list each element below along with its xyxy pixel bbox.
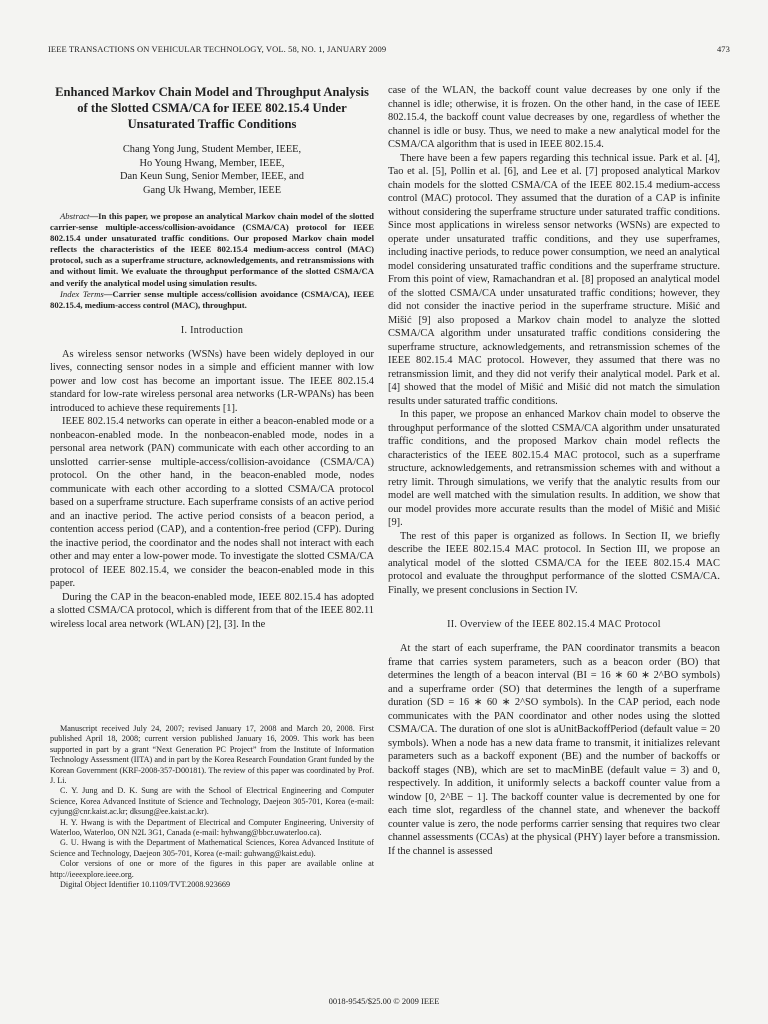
- page-number: 473: [716, 44, 730, 54]
- author-line: Gang Uk Hwang, Member, IEEE: [142, 184, 282, 196]
- section-heading: I. Introduction: [180, 324, 244, 336]
- author-line: Dan Keun Sung, Senior Member, IEEE, and: [120, 171, 304, 182]
- index-terms-text: —Carrier sense multiple access/collision avoidance (CSMA/CA), IEEE 802.15.4, medium-access control (MAC), throughput.: [50, 288, 375, 310]
- footnote: H. Y. Hwang is with the Department of Electrical and Computer Engineering, University of Waterloo, Waterloo, ON N2L 3G1, Canada (e-mail: hyhwang@bbcr.uwaterloo.ca).: [50, 817, 374, 838]
- journal-name: IEEE TRANSACTIONS ON VEHICULAR TECHNOLOGY, VOL. 58, NO. 1, JANUARY 2009: [48, 44, 387, 54]
- index-terms-label: Index Terms: [60, 288, 104, 299]
- copyright-footer: 0018-9545/$25.00 © 2009 IEEE: [328, 996, 440, 1006]
- footnote: Digital Object Identifier 10.1109/TVT.2008.923669: [60, 880, 231, 890]
- author-line: Ho Young Hwang, Member, IEEE,: [139, 157, 285, 169]
- footnote: G. U. Hwang is with the Department of Mathematical Sciences, Korea Advanced Institute of Science and Technology, Daejeon 305-701, Korea (e-mail: guhwang@kaist.edu).: [50, 838, 374, 858]
- section-heading: II. Overview of the IEEE 802.15.4 MAC Protocol: [447, 619, 661, 630]
- abstract-text: —In this paper, we propose an analytical Markov chain model of the slotted carrier-sense multiple-access/collision-avoidance (CSMA/CA) protocol for IEEE 802.15.4 under unsaturated traffic conditions. Our proposed Markov chain model reflects the characteristics of the IEEE 802.15.4 medium-access control (MAC) protocol, such as a superframe structure, acknowledgements, and retransmissions with and without limit. We evaluate the throughput performance of the slotted CSMA/CA and verify the analytical model using simulation results.: [50, 211, 374, 288]
- title-line: Enhanced Markov Chain Model and Throughput Analysis: [55, 85, 369, 99]
- body-paragraph: The rest of this paper is organized as follows. In Section II, we briefly describe the IEEE 802.15.4 MAC protocol. In Section III, we propose an analytical model of the slotted CSMA/CA for the IEEE 802.15.4 MAC protocol and evaluate the throughput performance of the slotted CSMA/CA. Finally, we present conclusions in Section IV.: [388, 530, 720, 596]
- paper-title: [50, 84, 374, 132]
- abstract-label: Abstract: [60, 211, 90, 221]
- running-head: [32, 44, 736, 58]
- footnote: Manuscript received July 24, 2007; revised January 17, 2008 and March 20, 2008. First published April 18, 2008; current version published January 16, 2009. This work has been supported in part by a grant “Next Generation PC Project” from the Institute of Information Technology Assessment (IITA) and in part by the Korea Research Foundation Grant funded by the Korean Government (KRF-2008-357-D00181). The review of this paper was coordinated by Prof. J. Li.: [50, 724, 374, 786]
- body-paragraph: At the start of each superframe, the PAN coordinator transmits a beacon frame that carries system parameters, such as a beacon order (BO) that determines the length of a beacon interval (BI = 16 ∗ 60 ∗ 2^BO symbols) and a superframe order (SO) that determines the length of a superframe duration (SD = 16 ∗ 60 ∗ 2^SO symbols). In the CAP period, each node communicates with the PAN coordinator and other nodes using the slotted CSMA/CA. The duration of one slot is aUnitBackoffPeriod (default value = 20 symbols). When a node has a new data frame to transmit, it initializes relevant parameters such as a backoff exponent (BE) and the number of backoffs or backoff stages (NB), which are set to macMinBE (default value = 3) and 0, respectively. In addition, it uniformly selects a backoff counter value from a window [0, 2^BE − 1]. The backoff counter value is decremented by one for each time slot, regardless of the channel state, and whenever the backoff counter value is zero, the node performs carrier sensing that requires two clear channel assessments (CCAs) at the physical (PHY) layer before a transmission. If the channel is assessed: [388, 643, 720, 857]
- footnote: Color versions of one or more of the figures in this paper are available online at http://ieeexplore.ieee.org.: [50, 859, 374, 879]
- title-line: of the Slotted CSMA/CA for IEEE 802.15.4 Under: [77, 101, 347, 115]
- abstract: [50, 211, 374, 289]
- footnotes: [50, 724, 374, 891]
- title-line: Unsaturated Traffic Conditions: [127, 117, 297, 131]
- index-terms: [50, 289, 374, 311]
- author-line: Chang Yong Jung, Student Member, IEEE,: [122, 144, 302, 155]
- right-column: [388, 84, 720, 858]
- body-paragraph: As wireless sensor networks (WSNs) have been widely deployed in our lives, connecting sensor nodes in a simple and efficient manner with low power and low cost has become an important issue. The IEEE 802.15.4 standard for low-rate wireless personal area networks (LR-WPANs) has been introduced to achieve these requirements [1].: [50, 348, 374, 414]
- body-paragraph: IEEE 802.15.4 networks can operate in either a beacon-enabled mode or a nonbeacon-enabled mode. In the nonbeacon-enabled mode, nodes in a personal area network (PAN) communicate with each other according to an unslotted carrier-sense multiple-access/collision-avoidance (CSMA/CA) protocol. On the other hand, in the beacon-enabled mode, nodes communicate with each other according to a slotted CSMA/CA protocol based on a superframe structure. Each superframe consists of an active period and an inactive period. The active period consists of a beacon period, a contention access period (CAP), and a contention-free period (CFP). During the inactive period, the coordinator and the nodes shall not interact with each other and may enter a low-power mode. To investigate the slotted CSMA/CA protocol of IEEE 802.15.4, we consider the beacon-enabled mode in this paper.: [50, 416, 374, 590]
- body-paragraph: In this paper, we propose an enhanced Markov chain model to observe the throughput performance of the slotted CSMA/CA algorithm under unsaturated traffic conditions, and the proposed Markov chain model reflects the characteristics of the IEEE 802.15.4 MAC protocol, such as a superframe structure, acknowledgements, and retransmission schemes with and without a retry limit. Through simulations, we verify that the analytic results from our model are well matched with the simulation results. In addition, we show that our model provides more accurate results than the model of Mišić and Mišić [9].: [388, 409, 720, 528]
- footnote: C. Y. Jung and D. K. Sung are with the School of Electrical Engineering and Computer Science, Korea Advanced Institute of Science and Technology, Daejeon 305-701, Korea (e-mail: cyjung@cnr.kaist.ac.kr; dksung@ee.kaist.ac.kr).: [50, 786, 374, 817]
- body-paragraph: case of the WLAN, the backoff count value decreases by one only if the channel is idle; otherwise, it is frozen. On the other hand, in the case of IEEE 802.15.4, the backoff count value decreases by one, regardless of whether the channel is idle or busy. Thus, we need to make a new analytical model for the CSMA/CA algorithm that is used in IEEE 802.15.4.: [388, 85, 720, 150]
- body-paragraph: During the CAP in the beacon-enabled mode, IEEE 802.15.4 has adopted a slotted CSMA/CA protocol, which is different from that of the IEEE 802.11 wireless local area network (WLAN) [2], [3]. In the: [50, 591, 374, 630]
- author-list: [50, 143, 374, 197]
- left-column: [50, 84, 374, 631]
- body-paragraph: There have been a few papers regarding this technical issue. Park et al. [4], Tao et al. [5], Pollin et al. [6], and Lee et al. [7] proposed analytical Markov chain models for the slotted CSMA/CA of the IEEE 802.15.4 medium-access control (MAC) protocol. They assumed that the duration of a CAP is infinite without considering the superframe structure under saturated traffic conditions. Since most applications in wireless sensor networks (WSNs) are expected to operate under unsaturated traffic conditions, and they use superframes, including inactive periods, to reduce power consumption, we need an analytical model considering unsaturated traffic conditions and the superframe structure. From this point of view, Ramachandran et al. [8] proposed an analytical model of the slotted CSMA/CA under unsaturated traffic conditions; however, they did not consider the inactive period in the superframe structure. Mišić and Mišić [9] also proposed a Markov chain model to analyze the slotted CSMA/CA algorithm under unsaturated traffic conditions considering the superframe structure, acknowledgements, and retransmission schemes of the IEEE 802.15.4 MAC protocol. However, they assumed that there was no retransmission limit, and they did not verify their analytical model. Park et al. [4] showed that the model of Mišić and Mišić did not match the simulation results under saturated traffic conditions.: [388, 152, 720, 407]
